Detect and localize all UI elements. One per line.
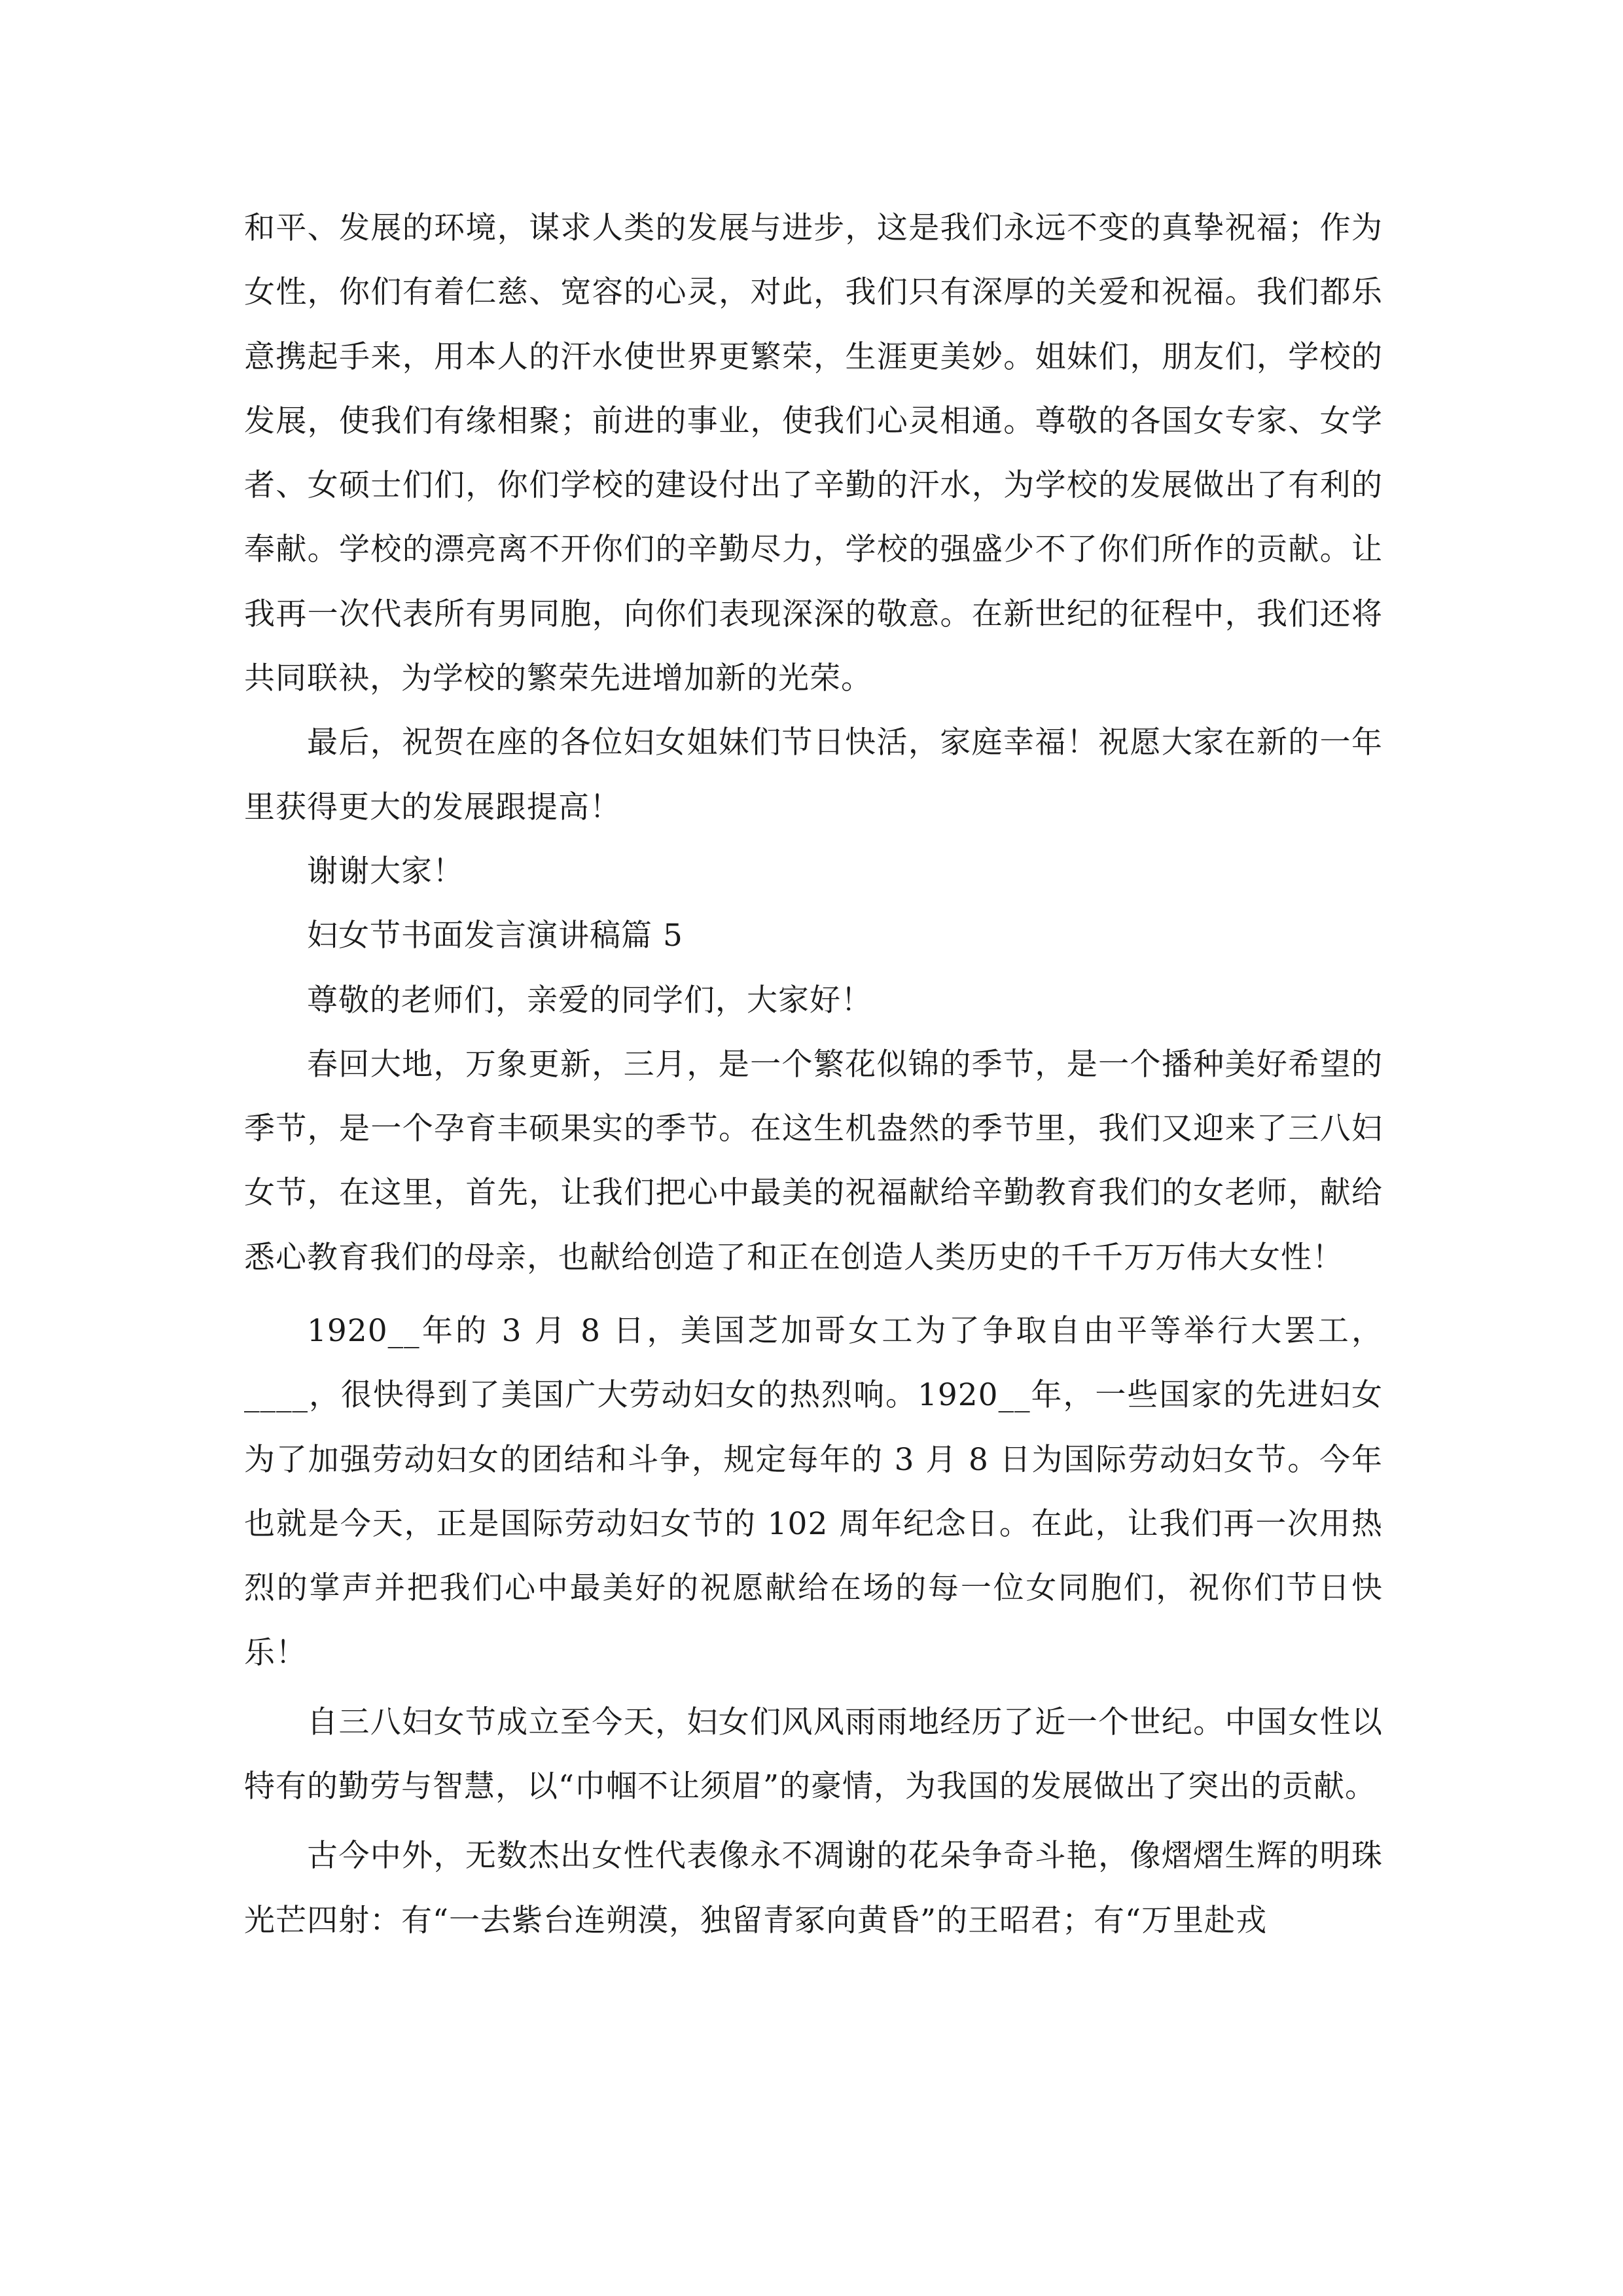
body-paragraph-century: 自三八妇女节成立至今天，妇女们风风雨雨地经历了近一个世纪。中国女性以特有的勤劳与智慧，以“巾帼不让须眉”的豪情，为我国的发展做出了突出的贡献。	[244, 1704, 1383, 1805]
greeting-line: 尊敬的老师们，亲爱的同学们，大家好！	[307, 982, 872, 1018]
body-paragraph-continued: 和平、发展的环境，谋求人类的发展与进步，这是我们永远不变的真挚祝福；作为女性，你们有着仁慈、宽容的心灵，对此，我们只有深厚的关爱和祝福。我们都乐意携起手来，用本人的汗水使世界更繁荣，生涯更美妙。姐妹们，朋友们，学校的发展，使我们有缘相聚；前进的事业，使我们心灵相通。尊敬的各国女专家、女学者、女硕士们们，你们学校的建设付出了辛勤的汗水，为学校的发展做出了有利的奉献。学校的漂亮离不开你们的辛勤尽力，学校的强盛少不了你们所作的贡献。让我再一次代表所有男同胞，向你们表现深深的敬意。在新世纪的征程中，我们还将共同联袂，为学校的繁荣先进增加新的光荣。	[244, 210, 1383, 697]
section-heading: 妇女节书面发言演讲稿篇 5	[307, 918, 683, 954]
body-paragraph-outstanding-women: 古今中外，无数杰出女性代表像永不凋谢的花朵争奇斗艳，像熠熠生辉的明珠光芒四射：有“一去紫台连朔漠，独留青冢向黄昏”的王昭君；有“万里赴戎	[244, 1838, 1383, 1939]
body-paragraph-spring: 春回大地，万象更新，三月，是一个繁花似锦的季节，是一个播种美好希望的季节，是一个孕育丰硕果实的季节。在这生机盎然的季节里，我们又迎来了三八妇女节，在这里，首先，让我们把心中最美的祝福献给辛勤教育我们的女老师，献给悉心教育我们的母亲，也献给创造了和正在创造人类历史的千千万万伟大女性！	[244, 1046, 1383, 1276]
body-paragraph-history: 1920__年的 3 月 8 日，美国芝加哥女工为了争取自由平等举行大罢工，____，很快得到了美国广大劳动妇女的热烈响。1920__年，一些国家的先进妇女为了加强劳动妇女的团结和斗争，规定每年的 3 月 8 日为国际劳动妇女节。今年也就是今天，正是国际劳动妇女节的 102 周年纪念日。在此，让我们再一次用热烈的掌声并把我们心中最美好的祝愿献给在场的每一位女同胞们，祝你们节日快乐！	[244, 1313, 1383, 1671]
document-body	[244, 196, 1383, 1953]
body-paragraph-closing-wishes: 最后，祝贺在座的各位妇女姐妹们节日快活，家庭幸福！祝愿大家在新的一年里获得更大的发展跟提高！	[244, 725, 1383, 825]
thanks-line: 谢谢大家！	[307, 853, 464, 889]
